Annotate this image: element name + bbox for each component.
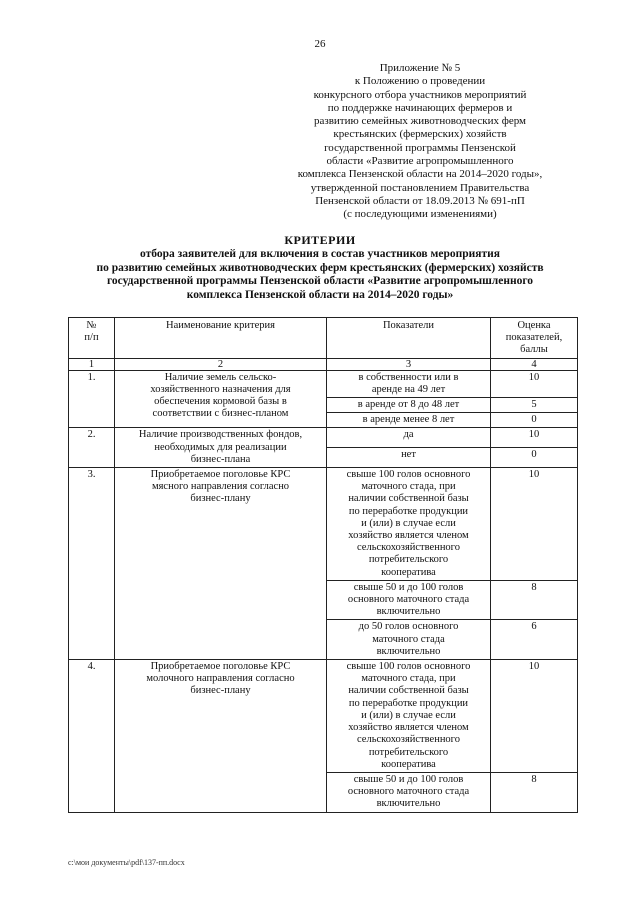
indicator-cell: свыше 50 и до 100 голов основного маточного стада включительно <box>327 580 491 620</box>
appendix-line: по поддержке начинающих фермеров и <box>327 101 513 114</box>
score-cell: 10 <box>491 468 578 581</box>
criterion-name: Приобретаемое поголовье КРС мясного направления согласно бизнес-плану <box>115 468 327 660</box>
criteria-title: КРИТЕРИИ <box>284 233 356 247</box>
table-row <box>69 370 578 397</box>
criteria-subtitle-line: по развитию семейных животноводческих ферм крестьянских (фермерских) хозяйств <box>96 261 544 274</box>
indicator-cell: нет <box>327 448 491 468</box>
score-cell: 6 <box>491 620 578 660</box>
criterion-name: Приобретаемое поголовье КРС молочного направления согласно бизнес-плану <box>115 660 327 812</box>
column-number: 1 <box>69 358 115 370</box>
criteria-subtitle-line: комплекса Пензенской области на 2014–2020 годы» <box>186 289 454 302</box>
criteria-subtitle-line: отбора заявителей для включения в состав участников мероприятия <box>140 247 500 260</box>
criterion-number: 1. <box>69 370 115 428</box>
criteria-table-body <box>69 370 578 812</box>
appendix-line: к Положению о проведении <box>354 75 486 88</box>
column-number: 2 <box>115 358 327 370</box>
column-number: 3 <box>327 358 491 370</box>
score-cell: 8 <box>491 580 578 620</box>
score-cell: 10 <box>491 428 578 448</box>
criteria-title-block <box>0 234 640 303</box>
criterion-name: Наличие производственных фондов, необходимых для реализации бизнес-плана <box>115 428 327 468</box>
criteria-subtitle-line: государственной программы Пензенской области «Развитие агропромышленного <box>106 275 534 288</box>
table-row <box>69 428 578 448</box>
appendix-line: утвержденной постановлением Правительства <box>310 181 530 194</box>
footer-file-path: c:\мои документы\pdf\137-пп.docx <box>68 858 185 867</box>
table-header-row <box>69 318 578 359</box>
indicator-cell: в аренде менее 8 лет <box>327 413 491 428</box>
indicator-cell: в собственности или в аренде на 49 лет <box>327 370 491 397</box>
column-number: 4 <box>491 358 578 370</box>
criterion-number: 4. <box>69 660 115 812</box>
score-cell: 10 <box>491 370 578 397</box>
appendix-line: крестьянских (фермерских) хозяйств <box>333 128 507 141</box>
table-row <box>69 660 578 773</box>
criteria-table <box>68 317 578 813</box>
page-number: 26 <box>314 38 326 50</box>
header-num: № п/п <box>69 318 115 359</box>
appendix-line: Приложение № 5 <box>379 62 461 74</box>
criterion-name: Наличие земель сельско- хозяйственного назначения для обеспечения кормовой базы в соответствии с бизнес-планом <box>115 370 327 428</box>
score-cell: 0 <box>491 448 578 468</box>
appendix-header <box>270 62 570 222</box>
indicator-cell: свыше 100 голов основного маточного стада, при наличии собственной базы по переработке продукции и (или) в случае если хозяйство является членом сельскохозяйственного потребительского кооператива <box>327 660 491 773</box>
criterion-number: 2. <box>69 428 115 468</box>
appendix-line: развитию семейных животноводческих ферм <box>313 115 527 128</box>
indicator-cell: свыше 100 голов основного маточного стада, при наличии собственной базы по переработке продукции и (или) в случае если хозяйство является членом сельскохозяйственного потребительского кооператива <box>327 468 491 581</box>
appendix-line: государственной программы Пензенской <box>324 141 516 154</box>
appendix-line: комплекса Пензенской области на 2014–2020 годы», <box>297 168 543 181</box>
indicator-cell: до 50 голов основного маточного стада включительно <box>327 620 491 660</box>
table-row <box>69 468 578 581</box>
score-cell: 5 <box>491 398 578 413</box>
header-indicators: Показатели <box>327 318 491 359</box>
header-name: Наименование критерия <box>115 318 327 359</box>
criterion-number: 3. <box>69 468 115 660</box>
indicator-cell: да <box>327 428 491 448</box>
criteria-subtitle <box>0 248 640 303</box>
appendix-line: (с последующими изменениями) <box>343 208 497 221</box>
header-score: Оценка показателей, баллы <box>491 318 578 359</box>
indicator-cell: свыше 50 и до 100 голов основного маточного стада включительно <box>327 772 491 812</box>
indicator-cell: в аренде от 8 до 48 лет <box>327 398 491 413</box>
appendix-line: конкурсного отбора участников мероприятий <box>313 88 527 101</box>
score-cell: 8 <box>491 772 578 812</box>
appendix-line: Пензенской области от 18.09.2013 № 691-пП <box>315 194 525 207</box>
score-cell: 0 <box>491 413 578 428</box>
column-number-row <box>69 358 578 370</box>
appendix-line: области «Развитие агропромышленного <box>326 155 514 168</box>
score-cell: 10 <box>491 660 578 773</box>
